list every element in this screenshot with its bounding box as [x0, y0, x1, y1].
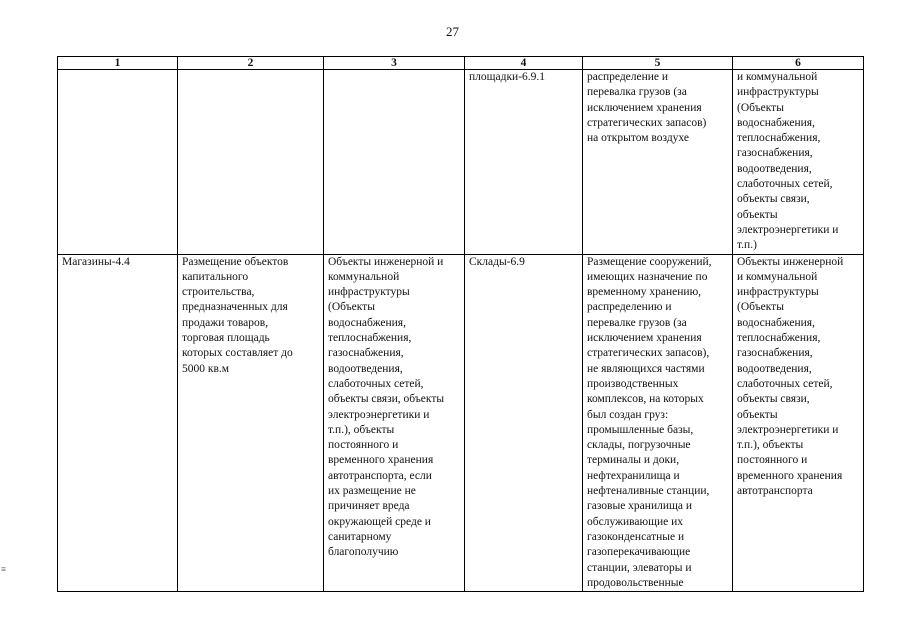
page-number: 27	[446, 24, 459, 39]
table-row	[58, 254, 864, 592]
header-row	[58, 57, 864, 70]
table-cell: и коммунальной инфраструктуры (Объекты водоснабжения, теплоснабжения, газоснабжения, водоотведения, слаботочных сетей, объекты связи, объекты электроэнергетики и т.п.)	[733, 70, 864, 255]
zoning-table	[57, 56, 864, 592]
table-cell: распределение и перевалка грузов (за исключением хранения стратегических запасов) на открытом воздухе	[583, 70, 733, 255]
column-header-3: 3	[324, 57, 465, 70]
table-cell	[58, 70, 178, 255]
table-cell: Объекты инженерной и коммунальной инфраструктуры (Объекты водоснабжения, теплоснабжения, газоснабжения, водоотведения, слаботочных сетей, объекты связи, объекты электроэнергетики и т.п.), объекты постоянного и временного хранения автотранспорта, если их размещение не причиняет вреда окружающей среде и санитарному благополучию	[324, 254, 465, 592]
column-header-1: 1	[58, 57, 178, 70]
column-header-2: 2	[178, 57, 324, 70]
column-header-4: 4	[465, 57, 583, 70]
table-cell: Склады-6.9	[465, 254, 583, 592]
table-cell: площадки-6.9.1	[465, 70, 583, 255]
table-cell: Размещение сооружений, имеющих назначение по временному хранению, распределению и перевалке грузов (за исключением хранения стратегических запасов), не являющихся частями производственных комплексов, на которых был создан груз: промышленные базы, склады, погрузочные терминалы и доки, нефтехранилища и нефтеналивные станции, газовые хранилища и обслуживающие их газоконденсатные и газоперекачивающие станции, элеваторы и продовольственные	[583, 254, 733, 592]
table-cell: Объекты инженерной и коммунальной инфраструктуры (Объекты водоснабжения, теплоснабжения, газоснабжения, водоотведения, слаботочных сетей, объекты связи, объекты электроэнергетики и т.п.), объекты постоянного и временного хранения автотранспорта	[733, 254, 864, 592]
table-row	[58, 70, 864, 255]
table-cell	[178, 70, 324, 255]
margin-mark: ≡	[1, 564, 7, 574]
column-header-5: 5	[583, 57, 733, 70]
table-cell: Размещение объектов капитального строительства, предназначенных для продажи товаров, торговая площадь которых составляет до 5000 кв.м	[178, 254, 324, 592]
table-cell	[324, 70, 465, 255]
column-header-6: 6	[733, 57, 864, 70]
table-cell: Магазины-4.4	[58, 254, 178, 592]
